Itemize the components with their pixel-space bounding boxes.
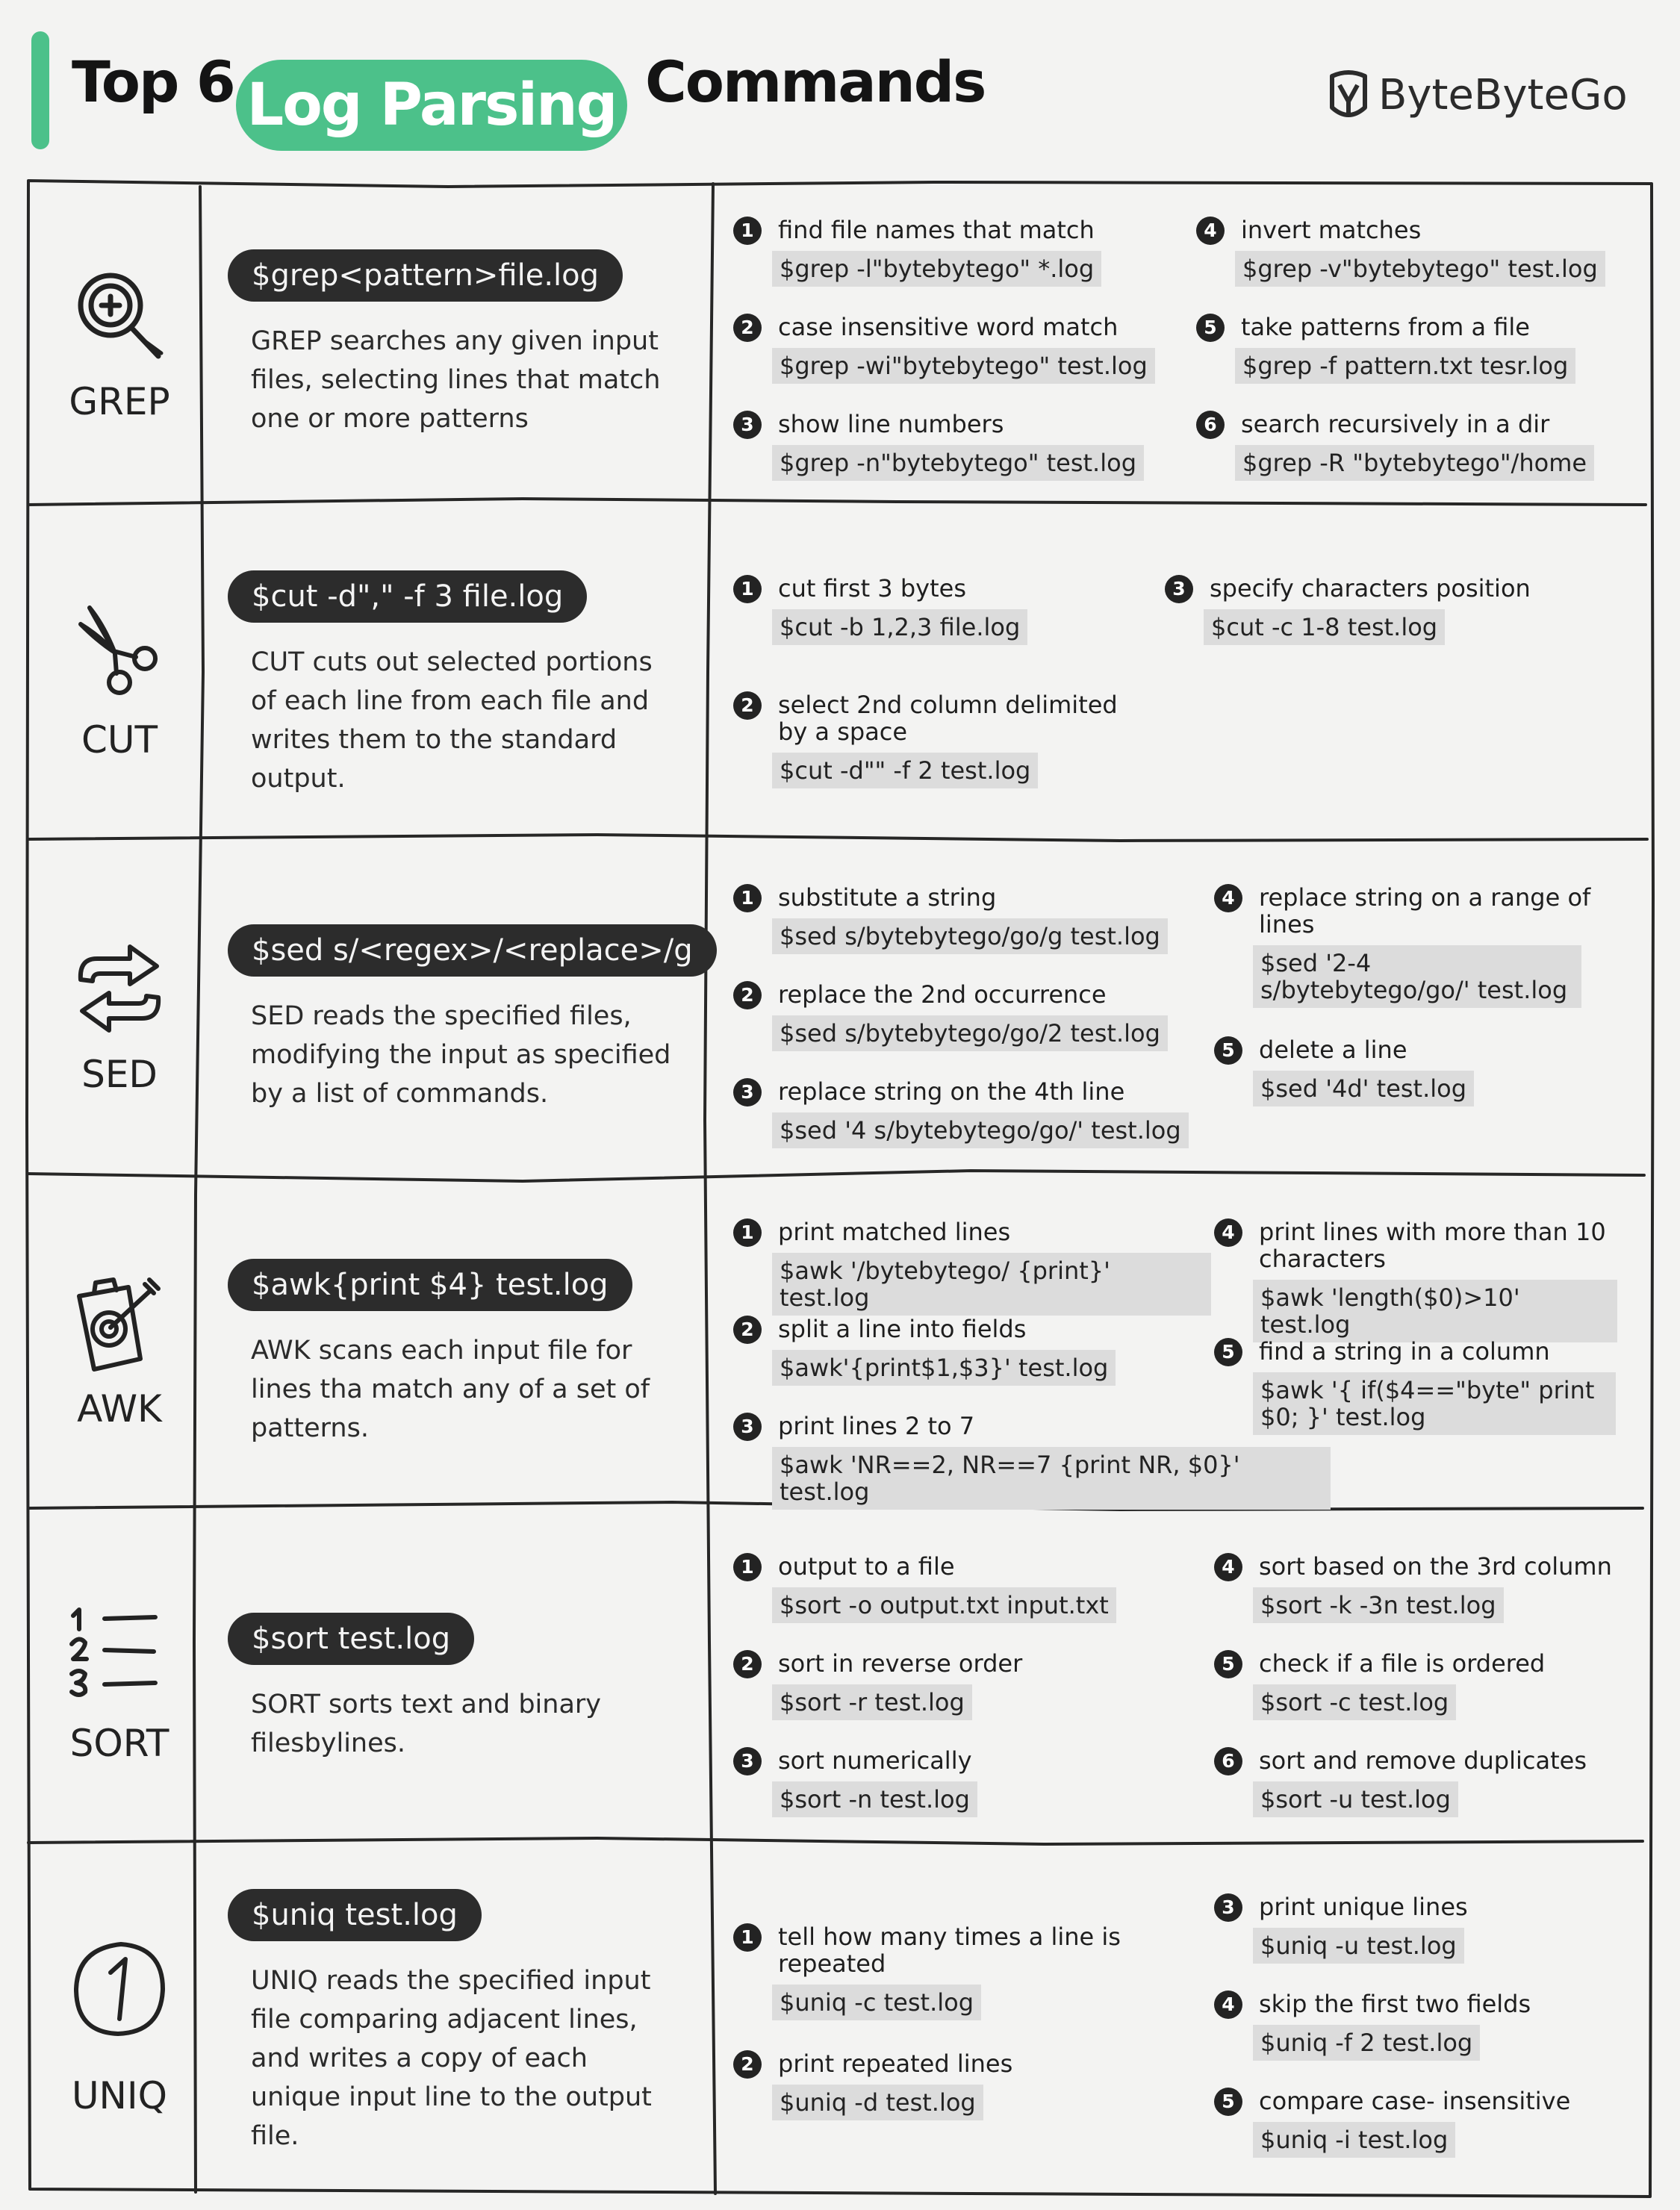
example-label: skip the first two fields — [1259, 1990, 1531, 2018]
example-label: specify characters position — [1210, 574, 1531, 603]
example-item — [733, 1311, 1211, 1386]
example-label: sort based on the 3rd column — [1259, 1552, 1612, 1581]
example-code: $sort -r test.log — [772, 1684, 972, 1720]
example-item — [733, 1074, 1196, 1148]
example-label: replace the 2nd occurrence — [778, 980, 1107, 1009]
command-description: UNIQ reads the specified input file comparing adjacent lines, and writes a copy of each unique input line to the output file. — [251, 1966, 652, 2151]
example-code: $cut -d"" -f 2 test.log — [772, 753, 1038, 788]
command-name: SED — [81, 1053, 158, 1096]
example-item — [1214, 1986, 1617, 2061]
example-code: $grep -n"bytebytego" test.log — [772, 445, 1144, 481]
step-badge: 5 — [1214, 1036, 1242, 1065]
example-code: $awk 'length($0)>10' test.log — [1253, 1280, 1617, 1342]
example-item — [733, 1919, 1136, 2020]
syntax-pill: $sed s/<regex>/<replace>/g — [228, 924, 717, 977]
example-code: $uniq -i test.log — [1253, 2122, 1455, 2158]
example-item — [733, 1548, 1181, 1623]
title-part1: Top 6 — [72, 49, 234, 115]
command-description: SORT sorts text and binary filesbylines. — [251, 1690, 602, 1758]
example-item — [1214, 1646, 1632, 1720]
example-label: tell how many times a line is repeated — [778, 1923, 1121, 1978]
step-badge: 1 — [733, 575, 762, 603]
example-code: $grep -v"bytebytego" test.log — [1235, 251, 1605, 287]
example-label: print matched lines — [778, 1218, 1011, 1246]
example-item — [1214, 880, 1602, 1008]
example-label: find a string in a column — [1259, 1337, 1550, 1366]
command-name: CUT — [81, 718, 158, 762]
command-row-uniq — [0, 1843, 1680, 2194]
step-badge: 2 — [733, 1316, 762, 1344]
step-badge: 2 — [733, 981, 762, 1009]
example-item — [1214, 1548, 1632, 1623]
example-item — [1214, 1214, 1617, 1342]
example-code: $grep -R "bytebytego"/home — [1235, 445, 1594, 481]
scissors-icon — [67, 602, 172, 706]
example-item — [1165, 570, 1628, 645]
syntax-pill: $sort test.log — [228, 1613, 474, 1665]
example-item — [1196, 309, 1629, 384]
example-code: $sort -k -3n test.log — [1253, 1587, 1504, 1623]
swap-arrows-icon — [67, 936, 172, 1041]
example-label: invert matches — [1241, 216, 1422, 244]
example-code: $sed '2-4 s/bytebytego/go/' test.log — [1253, 945, 1581, 1008]
example-label: delete a line — [1259, 1036, 1407, 1064]
command-description: CUT cuts out selected portions of each line from each file and writes them to the standard output. — [251, 647, 653, 794]
syntax-pill: $cut -d"," -f 3 file.log — [228, 570, 587, 623]
example-item — [733, 212, 1174, 287]
command-name: UNIQ — [71, 2074, 168, 2117]
example-label: replace string on the 4th line — [778, 1077, 1125, 1106]
example-label: select 2nd column delimited by a space — [778, 691, 1118, 746]
step-badge: 3 — [733, 1413, 762, 1441]
step-badge: 4 — [1196, 217, 1225, 245]
step-badge: 1 — [733, 1218, 762, 1247]
example-code: $sort -o output.txt input.txt — [772, 1587, 1116, 1623]
example-code: $uniq -u test.log — [1253, 1928, 1464, 1964]
example-code: $uniq -c test.log — [772, 1985, 981, 2020]
example-code: $awk'{print$1,$3}' test.log — [772, 1350, 1116, 1386]
example-code: $sed '4d' test.log — [1253, 1071, 1474, 1106]
command-row-awk — [0, 1174, 1680, 1508]
step-badge: 4 — [1214, 884, 1242, 912]
example-code: $uniq -d test.log — [772, 2085, 983, 2120]
example-item — [1214, 1889, 1617, 1964]
example-code: $sort -n test.log — [772, 1781, 977, 1817]
example-item — [733, 2046, 1136, 2120]
syntax-pill: $awk{print $4} test.log — [228, 1259, 632, 1311]
example-code: $awk 'NR==2, NR==7 {print NR, $0}' test.log — [772, 1447, 1331, 1510]
step-badge: 4 — [1214, 1990, 1242, 2019]
magnifier-plus-icon — [67, 265, 172, 370]
command-row-sed — [0, 839, 1680, 1174]
example-item — [733, 570, 1136, 645]
syntax-pill: $grep<pattern>file.log — [228, 249, 623, 302]
step-badge: 2 — [733, 1650, 762, 1678]
step-badge: 2 — [733, 314, 762, 342]
brand-name: ByteByteGo — [1378, 71, 1628, 119]
command-name: AWK — [77, 1387, 162, 1431]
step-badge: 3 — [733, 411, 762, 439]
clipboard-target-icon — [67, 1271, 172, 1375]
example-label: sort and remove duplicates — [1259, 1746, 1587, 1775]
example-label: print lines 2 to 7 — [778, 1412, 975, 1440]
step-badge: 1 — [733, 1923, 762, 1952]
step-badge: 5 — [1214, 2088, 1242, 2116]
example-code: $cut -b 1,2,3 file.log — [772, 609, 1027, 645]
step-badge: 6 — [1214, 1747, 1242, 1775]
step-badge: 4 — [1214, 1218, 1242, 1247]
step-badge: 6 — [1196, 411, 1225, 439]
example-code: $sed s/bytebytego/go/g test.log — [772, 918, 1168, 954]
example-code: $awk '/bytebytego/ {print}' test.log — [772, 1253, 1211, 1316]
step-badge: 1 — [733, 1553, 762, 1581]
command-row-sort — [0, 1508, 1680, 1843]
example-item — [733, 1743, 1181, 1817]
example-label: substitute a string — [778, 883, 997, 912]
circled-one-icon — [67, 1937, 172, 2041]
example-label: cut first 3 bytes — [778, 574, 966, 603]
example-item — [1214, 2083, 1617, 2158]
example-item — [733, 309, 1174, 384]
command-description: GREP searches any given input files, selecting lines that match one or more patterns — [251, 326, 661, 434]
example-label: print unique lines — [1259, 1893, 1468, 1921]
example-code: $uniq -f 2 test.log — [1253, 2025, 1480, 2061]
step-badge: 1 — [733, 884, 762, 912]
command-row-cut — [0, 505, 1680, 839]
step-badge: 3 — [733, 1078, 762, 1106]
command-row-grep — [0, 187, 1680, 505]
example-item — [1196, 212, 1629, 287]
example-label: sort in reverse order — [778, 1649, 1023, 1678]
example-label: print repeated lines — [778, 2049, 1013, 2078]
example-item — [733, 406, 1174, 481]
example-label: search recursively in a dir — [1241, 410, 1550, 438]
example-label: find file names that match — [778, 216, 1095, 244]
example-item — [733, 1646, 1181, 1720]
numbered-list-icon — [63, 1598, 167, 1702]
command-name: SORT — [69, 1722, 169, 1765]
step-badge: 2 — [733, 2050, 762, 2079]
title-part2: Commands — [645, 49, 986, 115]
example-item — [1214, 1032, 1602, 1106]
example-code: $grep -l"bytebytego" *.log — [772, 251, 1101, 287]
example-label: compare case- insensitive — [1259, 2087, 1571, 2115]
example-code: $sort -c test.log — [1253, 1684, 1456, 1720]
step-badge: 1 — [733, 217, 762, 245]
step-badge: 3 — [1165, 575, 1193, 603]
example-label: check if a file is ordered — [1259, 1649, 1546, 1678]
example-item — [733, 977, 1196, 1051]
step-badge: 3 — [733, 1747, 762, 1775]
example-code: $sed '4 s/bytebytego/go/' test.log — [772, 1112, 1189, 1148]
title-highlight: Log Parsing — [246, 72, 617, 139]
example-item — [733, 687, 1136, 788]
syntax-pill: $uniq test.log — [228, 1889, 482, 1941]
example-code: $awk '{ if($4=="byte" print $0; }' test.log — [1253, 1372, 1616, 1435]
command-name: GREP — [69, 380, 170, 423]
example-item — [1196, 406, 1629, 481]
step-badge: 5 — [1196, 314, 1225, 342]
example-code: $grep -f pattern.txt tesr.log — [1235, 348, 1575, 384]
example-label: case insensitive word match — [778, 313, 1119, 341]
example-code: $cut -c 1-8 test.log — [1204, 609, 1445, 645]
example-code: $sort -u test.log — [1253, 1781, 1458, 1817]
example-item — [733, 880, 1196, 954]
step-badge: 3 — [1214, 1893, 1242, 1922]
example-label: split a line into fields — [778, 1315, 1027, 1343]
command-description: SED reads the specified files, modifying the input as specified by a list of commands. — [251, 1001, 671, 1109]
example-label: sort numerically — [778, 1746, 972, 1775]
example-item — [733, 1214, 1211, 1316]
example-label: take patterns from a file — [1241, 313, 1530, 341]
step-badge: 5 — [1214, 1650, 1242, 1678]
example-code: $sed s/bytebytego/go/2 test.log — [772, 1015, 1168, 1051]
example-item — [1214, 1743, 1632, 1817]
example-item — [1214, 1333, 1625, 1435]
example-code: $grep -wi"bytebytego" test.log — [772, 348, 1155, 384]
example-label: output to a file — [778, 1552, 955, 1581]
example-label: show line numbers — [778, 410, 1004, 438]
step-badge: 5 — [1214, 1338, 1242, 1366]
step-badge: 4 — [1214, 1553, 1242, 1581]
example-label: print lines with more than 10 characters — [1259, 1218, 1606, 1273]
example-label: replace string on a range of lines — [1259, 883, 1591, 939]
command-description: AWK scans each input file for lines tha match any of a set of patterns. — [251, 1336, 650, 1443]
step-badge: 2 — [733, 691, 762, 720]
